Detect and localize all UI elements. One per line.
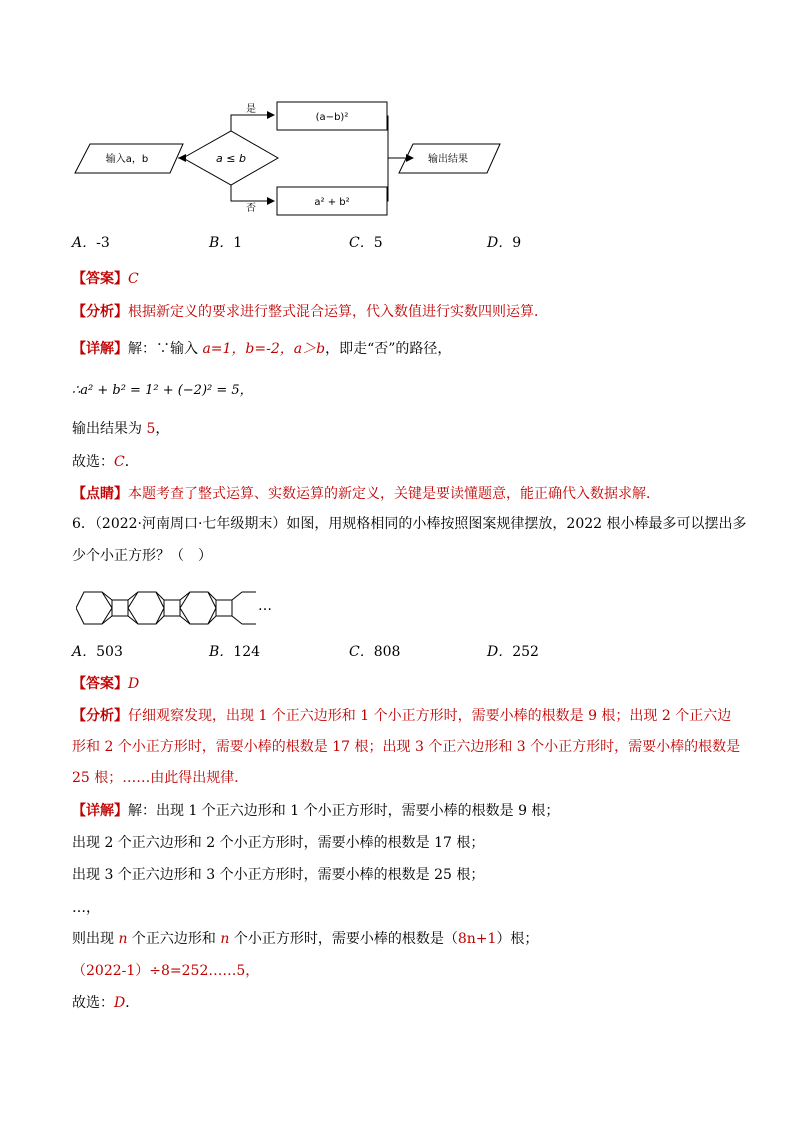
q6-stem-line2: 少个小正方形？（ ） [72, 548, 212, 564]
answer-value: C [128, 271, 139, 287]
q6-detail-line3: 出现 3 个正六边形和 3 个小正方形时，需要小棒的根数是 25 根； [72, 867, 485, 883]
q6-detail-line4: …， [72, 900, 100, 916]
q6-detail-line2: 出现 2 个正六边形和 2 个小正方形时，需要小棒的根数是 17 根； [72, 835, 485, 851]
q5-option-b: B．1 [209, 235, 243, 251]
q6-analysis-line2: 形和 2 个小正方形时，需要小棒的根数是 17 根；出现 3 个正六边形和 3 个小正方形时，需要小棒的根数是 [72, 739, 741, 755]
q5-analysis: 【分析】根据新定义的要求进行整式混合运算，代入数值进行实数四则运算． [72, 304, 548, 320]
q6-detail-line6: （2022-1）÷8=252……5， [72, 963, 260, 979]
answer-tag: 【答案】 [72, 271, 128, 287]
q6-option-d: D．252 [487, 644, 539, 660]
q6-analysis-line1: 【分析】仔细观察发现，出现 1 个正六边形和 1 个小正方形时，需要小棒的根数是 9 根；出现 2 个正六边 [72, 708, 732, 724]
q5-option-d: D．9 [487, 235, 522, 251]
q5-choose: 故选：C． [72, 454, 139, 470]
q6-detail-line5: 则出现 n 个正六边形和 n 个小正方形时，需要小棒的根数是（8n+1）根； [72, 931, 539, 947]
q6-detail-line1: 【详解】解：出现 1 个正六边形和 1 个小正方形时，需要小棒的根数是 9 根； [72, 803, 560, 819]
stick-pattern-figure [76, 588, 276, 630]
square-1 [112, 600, 128, 616]
q5-option-a: A．-3 [72, 235, 110, 251]
yes-label: 是 [246, 104, 256, 115]
q6-option-b: B．124 [209, 644, 261, 660]
q6-stem-line1: 6．（2022·河南周口·七年级期末）如图，用规格相同的小棒按照图案规律摆放，2022 根小棒最多可以摆出多 [72, 516, 747, 532]
hexagon-2 [128, 592, 164, 624]
output-label: 输出结果 [428, 154, 468, 165]
q5-detail-line1: 【详解】解：∵输入 a=1，b=-2，a＞b，即走“否”的路径， [72, 341, 452, 357]
q6-option-a: A．503 [72, 644, 123, 660]
yes-box-label: (a−b)² [315, 112, 349, 123]
q5-option-c: C．5 [349, 235, 383, 251]
q6-choose: 故选：D． [72, 995, 140, 1011]
hexagon-1 [76, 592, 112, 624]
square-2 [164, 600, 180, 616]
no-label: 否 [246, 203, 256, 214]
q6-analysis-line3: 25 根；……由此得出规律． [72, 770, 249, 786]
hexagon-3 [180, 592, 216, 624]
q6-option-c: C．808 [349, 644, 401, 660]
flowchart-diagram [70, 95, 510, 220]
q6-answer: 【答案】D [72, 676, 140, 692]
input-label: 输入a，b [105, 154, 149, 165]
q5-result: 输出结果为 5， [72, 421, 170, 437]
q5-detail-formula: ∴a² + b² = 1² + (−2)² = 5， [72, 383, 253, 398]
no-box-label: a² + b² [314, 197, 350, 208]
q5-answer [72, 269, 139, 289]
q5-comment: 【点睛】本题考查了整式运算、实数运算的新定义，关键是要读懂题意，能正确代入数据求解． [72, 486, 660, 502]
square-3 [216, 600, 232, 616]
pattern-ellipsis: … [258, 598, 272, 614]
condition-label: a ≤ b [216, 152, 246, 165]
